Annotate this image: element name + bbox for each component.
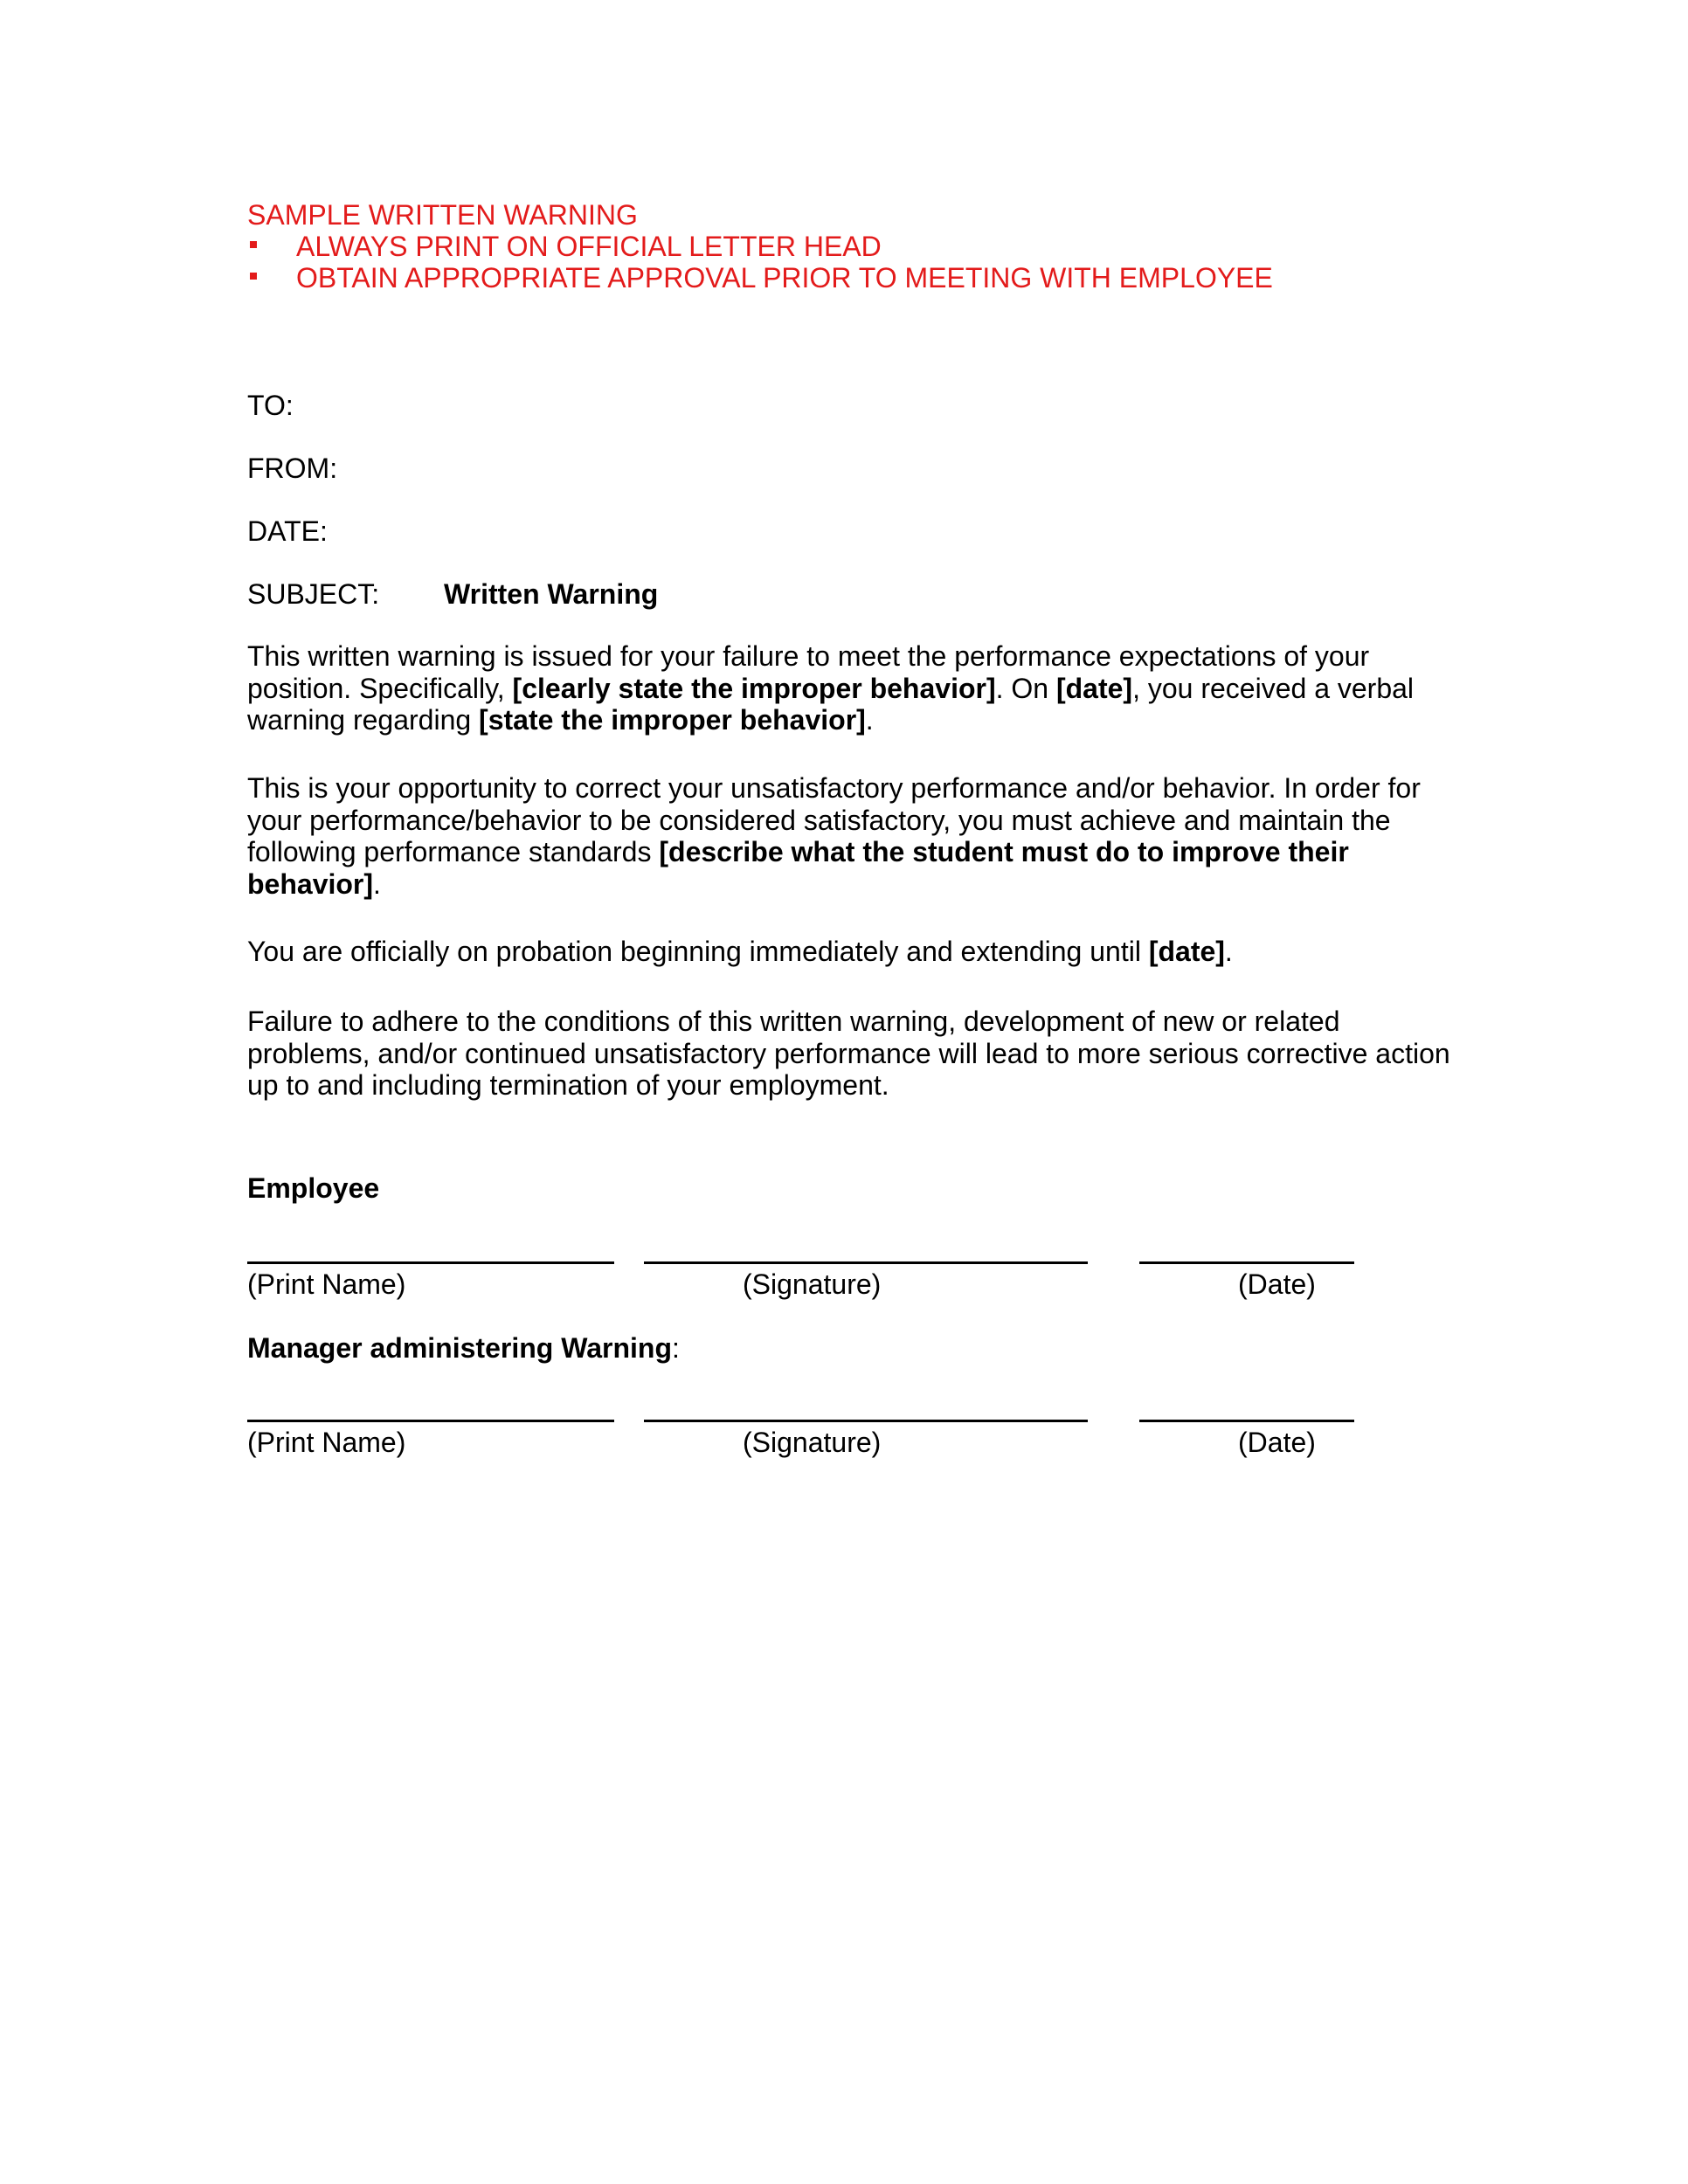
manager-date-label: (Date) [1238,1427,1316,1458]
paragraph-2 [247,772,1453,900]
bullet-marker [250,241,257,248]
paragraph-line [247,673,1453,705]
paragraph-1 [247,640,1453,736]
header-bullet-1: ALWAYS PRINT ON OFFICIAL LETTER HEAD [296,231,882,262]
text-run: , you received a verbal [1132,672,1415,704]
manager-heading-colon: : [671,1332,680,1364]
memo-subject-label: SUBJECT: [247,578,380,610]
text-run: . [865,704,874,736]
paragraph-line [247,836,1453,868]
paragraph-line [247,868,1453,901]
memo-from-label: FROM: [247,453,338,484]
placeholder-run: [describe what the student must do to improve their [659,836,1349,867]
paragraph-line: Failure to adhere to the conditions of this written warning, development of new or related [247,1006,1340,1037]
manager-print-name-line [247,1420,614,1422]
paragraph-line: This is your opportunity to correct your unsatisfactory performance and/or behavior. In order for [247,772,1421,804]
employee-signature-label: (Signature) [743,1268,882,1300]
text-run: . [1224,936,1233,967]
manager-signature-label: (Signature) [743,1427,882,1458]
text-run: . [373,867,381,900]
employee-print-name-line [247,1261,614,1264]
text-run: You are officially on probation beginning immediately and extending until [247,936,1149,967]
paragraph-line: your performance/behavior to be considered satisfactory, you must achieve and maintain the [247,804,1391,836]
employee-print-name-label: (Print Name) [247,1268,406,1300]
paragraph-line [247,704,1453,736]
bullet-marker [250,273,257,280]
memo-date-label: DATE: [247,515,328,547]
placeholder-run: [date] [1148,936,1225,967]
document-header-title: SAMPLE WRITTEN WARNING [247,199,638,231]
manager-date-line [1139,1420,1354,1422]
employee-heading: Employee [247,1172,380,1204]
memo-to-label: TO: [247,390,294,421]
header-bullet-2: OBTAIN APPROPRIATE APPROVAL PRIOR TO MEETING WITH EMPLOYEE [296,262,1273,294]
text-run: warning regarding [247,704,480,736]
text-run: . On [995,672,1056,704]
memo-subject-value: Written Warning [444,578,659,610]
manager-heading-text: Manager administering Warning [247,1332,672,1364]
placeholder-run: [clearly state the improper behavior] [512,672,996,704]
employee-signature-line [644,1261,1088,1264]
manager-signature-line [644,1420,1088,1422]
text-run: following performance standards [247,836,660,867]
manager-print-name-label: (Print Name) [247,1427,406,1458]
placeholder-run: [date] [1055,672,1133,704]
paragraph-line: up to and including termination of your employment. [247,1069,889,1101]
paragraph-3 [247,936,1453,968]
text-run: position. Specifically, [247,672,513,704]
paragraph-line [247,936,1453,968]
paragraph-line: This written warning is issued for your failure to meet the performance expectations of your [247,640,1370,672]
placeholder-run: [state the improper behavior] [479,704,866,736]
paragraph-4 [247,1006,1453,1102]
paragraph-line: problems, and/or continued unsatisfactory performance will lead to more serious corrective action [247,1037,1450,1069]
manager-heading [247,1332,680,1364]
placeholder-run: behavior] [247,867,374,900]
employee-date-line [1139,1261,1354,1264]
employee-date-label: (Date) [1238,1268,1316,1300]
